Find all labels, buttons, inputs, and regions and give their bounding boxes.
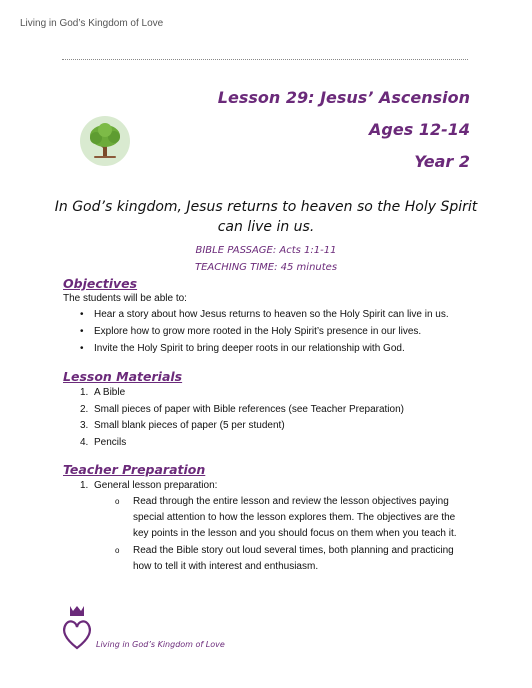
list-item-text: Read through the entire lesson and review the lesson objectives paying special attention to how the lesson explores them. The objectives are the key points in the lesson and you should focus on them when you teach it. (133, 496, 457, 539)
ages-label: Ages 12-14 (369, 120, 470, 139)
lesson-title: Lesson 29: Jesus’ Ascension (217, 88, 470, 107)
number-marker: 1. (80, 387, 89, 398)
list-item (80, 437, 126, 448)
list-item (80, 387, 125, 398)
materials-heading: Lesson Materials (63, 369, 183, 384)
header-divider (62, 59, 468, 60)
preparation-heading: Teacher Preparation (63, 462, 206, 477)
list-item (80, 420, 285, 431)
sub-bullet-marker: o (115, 546, 120, 555)
tree-logo-icon (80, 116, 130, 166)
objectives-heading: Objectives (63, 276, 138, 291)
objectives-intro: The students will be able to: (63, 293, 187, 304)
list-item-text: A Bible (94, 387, 126, 398)
list-item (115, 494, 473, 542)
number-marker: 4. (80, 437, 89, 448)
sub-bullet-marker: o (115, 497, 120, 506)
bullet-marker: • (80, 343, 84, 354)
list-item (80, 480, 217, 491)
number-marker: 3. (80, 420, 89, 431)
bible-passage: BIBLE PASSAGE: Acts 1:1-11 (195, 245, 337, 256)
list-item (115, 543, 473, 575)
list-item-text: Explore how to grow more rooted in the Holy Spirit’s presence in our lives. (94, 326, 422, 337)
list-item (80, 309, 449, 320)
list-item-text: General lesson preparation: (94, 480, 218, 491)
list-item (80, 343, 405, 354)
number-marker: 2. (80, 404, 89, 415)
list-item-text: Small blank pieces of paper (5 per student) (94, 420, 285, 431)
lesson-theme: In God’s kingdom, Jesus returns to heaven so the Holy Spirit can live in us. (54, 199, 478, 235)
teaching-time: TEACHING TIME: 45 minutes (194, 262, 338, 273)
header-text: Living in God’s Kingdom of Love (20, 18, 164, 29)
year-label: Year 2 (414, 152, 470, 171)
bullet-marker: • (80, 326, 84, 337)
number-marker: 1. (80, 480, 89, 491)
list-item-text: Read the Bible story out loud several times, both planning and practicing how to tell it with interest and enthusiasm. (133, 545, 454, 572)
list-item-text: Small pieces of paper with Bible references (see Teacher Preparation) (94, 404, 404, 415)
bullet-marker: • (80, 309, 84, 320)
footer-text: Living in God’s Kingdom of Love (96, 640, 225, 649)
list-item-text: Hear a story about how Jesus returns to heaven so the Holy Spirit can live in us. (94, 309, 449, 320)
list-item-text: Pencils (94, 437, 127, 448)
list-item (80, 326, 421, 337)
crown-heart-icon (60, 604, 94, 652)
list-item (80, 404, 404, 415)
list-item-text: Invite the Holy Spirit to bring deeper roots in our relationship with God. (94, 343, 405, 354)
